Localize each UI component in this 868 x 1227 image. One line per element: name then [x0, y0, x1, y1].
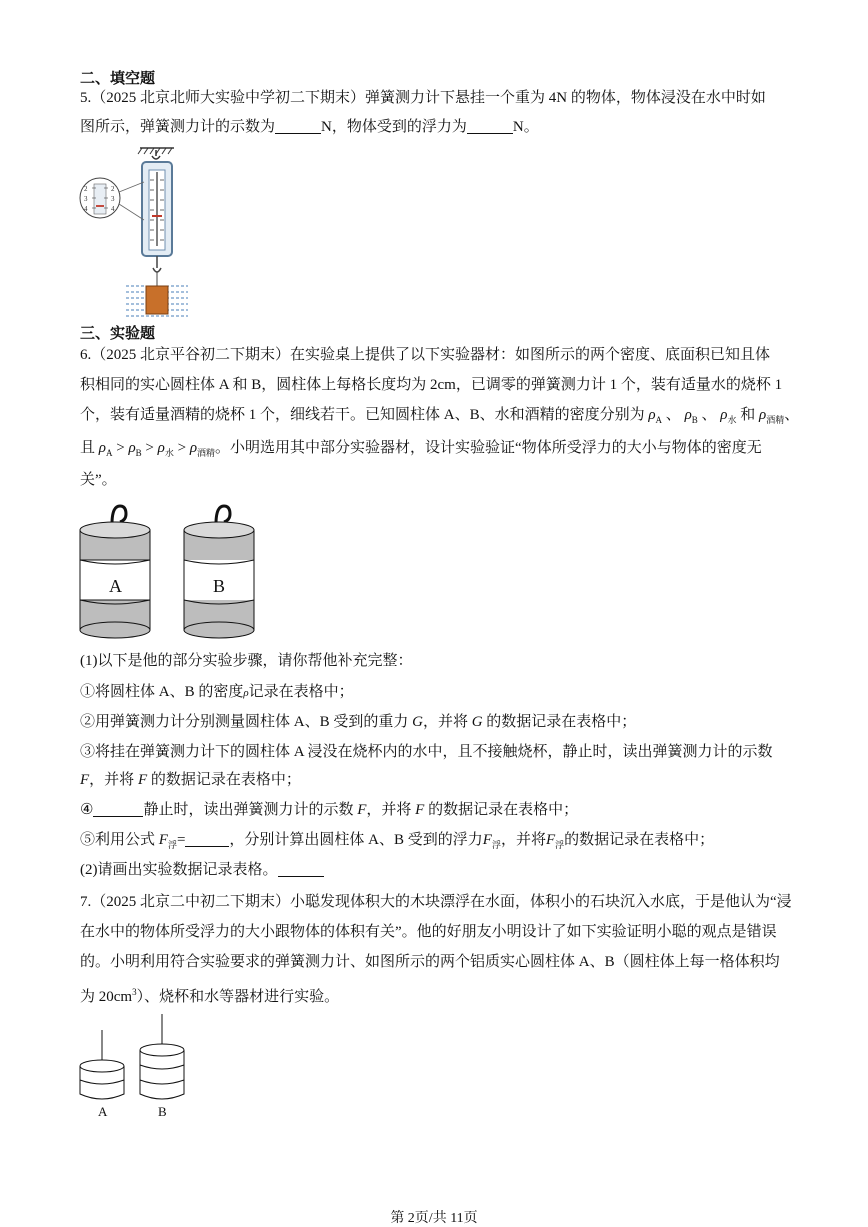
symbol-f: F — [415, 802, 425, 818]
step-text: ①将圆柱体 A、B 的密度 — [80, 684, 244, 700]
q5-text: N。 — [512, 119, 539, 135]
rho-symbol: ρ — [684, 407, 692, 423]
q7-line3: 的。小明利用符合实验要求的弹簧测力计、如图所示的两个铝质实心圆柱体 A、B（圆柱体上每一格体积均 — [80, 954, 780, 970]
step-text: ④ — [80, 802, 94, 818]
gauge-mark: 2 — [111, 185, 115, 193]
step-text: ，并将 — [500, 832, 546, 848]
part-text: (2)请画出实验数据记录表格。 — [80, 862, 278, 878]
rho-symbol: ρ — [243, 687, 249, 699]
symbol-f: F — [545, 832, 556, 848]
cylinder-b-hook — [216, 506, 230, 524]
symbol-f: F — [482, 832, 492, 848]
cylinder-b — [184, 506, 254, 638]
q5-line1: 5.（2025 北京北师大实验中学初二下期末）弹簧测力计下悬挂一个重为 4N 的物体，物体浸没在水中时如 — [80, 90, 766, 106]
section-title-experiment: 三、实验题 — [80, 325, 156, 342]
rho-symbol: ρ — [128, 440, 136, 456]
q6-text: 且 — [80, 440, 96, 456]
step-text: 的数据记录在表格中； — [486, 714, 637, 730]
step-text: ⑤利用公式 — [80, 832, 156, 848]
subscript: A — [655, 415, 663, 425]
small-cylinder-b-label: B — [158, 1104, 167, 1119]
rho-symbol: ρ — [98, 440, 106, 456]
q7-text: ）、烧杯和水等器材进行实验。 — [136, 989, 340, 1005]
step-text: 的数据记录在表格中； — [428, 802, 579, 818]
subscript: 酒精 — [197, 448, 216, 458]
q5-text: 图所示，弹簧测力计的示数为 — [80, 119, 276, 135]
separator: 、 — [701, 407, 717, 423]
section-title-fill: 二、填空题 — [80, 70, 156, 87]
cylinder-b-label: B — [213, 576, 226, 596]
step-text: ，并将 — [366, 802, 412, 818]
superscript: 3 — [132, 987, 137, 997]
q6-step5 — [80, 830, 714, 855]
bottom-hook — [153, 256, 161, 272]
q7-line1: 7.（2025 北京二中初二下期末）小聪发现体积大的木块漂浮在水面，体积小的石块沉入水底，于是他认为“浸 — [80, 894, 792, 910]
q6-step1 — [80, 682, 354, 703]
rho-symbol: ρ — [157, 440, 165, 456]
q5-text: N，物体受到的浮力为 — [321, 119, 467, 135]
step-text: 的数据记录在表格中； — [564, 832, 715, 848]
small-cylinder-a-label: A — [98, 1104, 108, 1119]
gauge-mark: 4 — [84, 205, 88, 213]
object-block — [146, 286, 168, 314]
subscript: 水 — [727, 415, 737, 425]
symbol-g: G — [412, 714, 423, 730]
gauge-mark: 3 — [111, 195, 115, 203]
q6-step5-blank[interactable] — [185, 830, 229, 847]
subscript: 浮 — [555, 840, 565, 850]
q7-text: 为 20cm — [80, 989, 133, 1005]
q6-text: 。小明选用其中部分实验器材，设计实验验证“物体所受浮力的大小与物体的密度无 — [215, 440, 762, 456]
gauge-mark: 3 — [84, 195, 88, 203]
symbol-f: F — [158, 832, 168, 848]
subscript: B — [691, 415, 698, 425]
small-cylinder-b — [140, 1014, 184, 1119]
q6-line5: 关”。 — [80, 472, 117, 488]
q5-line2 — [80, 117, 539, 137]
separator: 、 — [665, 407, 681, 423]
gt-sign: > — [177, 440, 187, 456]
gauge-mark: 2 — [84, 185, 88, 193]
q5-blank-1[interactable] — [275, 117, 321, 134]
magnifier-line — [119, 204, 144, 220]
q6-part1: (1)以下是他的部分实验步骤，请你帮他补充完整： — [80, 653, 413, 669]
page-footer: 第 2页/共 11页 — [390, 1211, 478, 1226]
step-text: = — [176, 832, 186, 848]
top-hook — [152, 150, 160, 159]
rho-symbol: ρ — [759, 407, 767, 423]
q6-line4 — [80, 438, 762, 463]
spring-scale-figure — [78, 146, 198, 318]
rho-symbol: ρ — [648, 407, 656, 423]
step-text: 记录在表格中； — [248, 684, 354, 700]
cylinder-a — [80, 506, 150, 638]
step-text: ，并将 — [422, 714, 468, 730]
conjunction: 和 — [740, 407, 756, 423]
subscript: 酒精 — [766, 415, 785, 425]
symbol-f: F — [357, 802, 367, 818]
q6-step3-line1: ③将挂在弹簧测力计下的圆柱体 A 浸没在烧杯内的水中，且不接触烧杯，静止时，读出弹簧测力计的示数 — [80, 744, 773, 760]
q6-line1: 6.（2025 北京平谷初二下期末）在实验桌上提供了以下实验器材：如图所示的两个密度、底面积已知且体 — [80, 347, 771, 363]
subscript: 浮 — [491, 840, 501, 850]
q6-step2 — [80, 712, 636, 732]
subscript: 浮 — [167, 840, 177, 850]
q7-line2: 在水中的物体所受浮力的大小跟物体的体积有关”。他的好朋友小明设计了如下实验证明小聪的观点是错误 — [80, 924, 777, 940]
q6-line2: 积相同的实心圆柱体 A 和 B，圆柱体上每格长度均为 2cm，已调零的弹簧测力计 1 个，装有适量水的烧杯 1 — [80, 377, 783, 393]
small-cylinder-a — [80, 1030, 124, 1119]
cylinder-a-hook — [112, 506, 126, 524]
step-text: ，并将 — [89, 772, 135, 788]
gt-sign: > — [145, 440, 154, 456]
separator: 、 — [784, 407, 800, 423]
cylinders-ab-small-figure — [76, 1010, 206, 1125]
step-text: 的数据记录在表格中； — [150, 772, 301, 788]
symbol-f: F — [80, 772, 90, 788]
symbol-g: G — [471, 714, 483, 730]
q6-step3-line2 — [80, 770, 301, 790]
gauge-mark: 4 — [111, 205, 115, 213]
q6-step4 — [80, 800, 578, 820]
gt-sign: > — [116, 440, 125, 456]
q5-blank-2[interactable] — [467, 117, 513, 134]
q6-part2-blank[interactable] — [278, 860, 324, 877]
rho-symbol: ρ — [189, 440, 198, 456]
q7-line4 — [80, 982, 339, 1007]
step-text: ，分别计算出圆柱体 A、B 受到的浮力 — [229, 832, 483, 848]
subscript: B — [135, 448, 142, 458]
subscript: A — [105, 448, 113, 458]
magnifier-line — [119, 182, 144, 192]
cylinders-ab-figure — [76, 500, 266, 640]
step-text: 静止时，读出弹簧测力计的示数 — [143, 802, 354, 818]
q6-text: 个，装有适量酒精的烧杯 1 个，细线若干。已知圆柱体 A、B、水和酒精的密度分别为 — [80, 407, 645, 423]
q6-line3 — [80, 405, 799, 430]
rho-symbol: ρ — [720, 407, 728, 423]
q6-part2 — [80, 860, 324, 880]
cylinder-a-label: A — [109, 576, 122, 596]
subscript: 水 — [164, 448, 174, 458]
step-text: ②用弹簧测力计分别测量圆柱体 A、B 受到的重力 — [80, 714, 409, 730]
symbol-f: F — [137, 772, 148, 788]
q6-step4-blank[interactable] — [93, 800, 143, 817]
